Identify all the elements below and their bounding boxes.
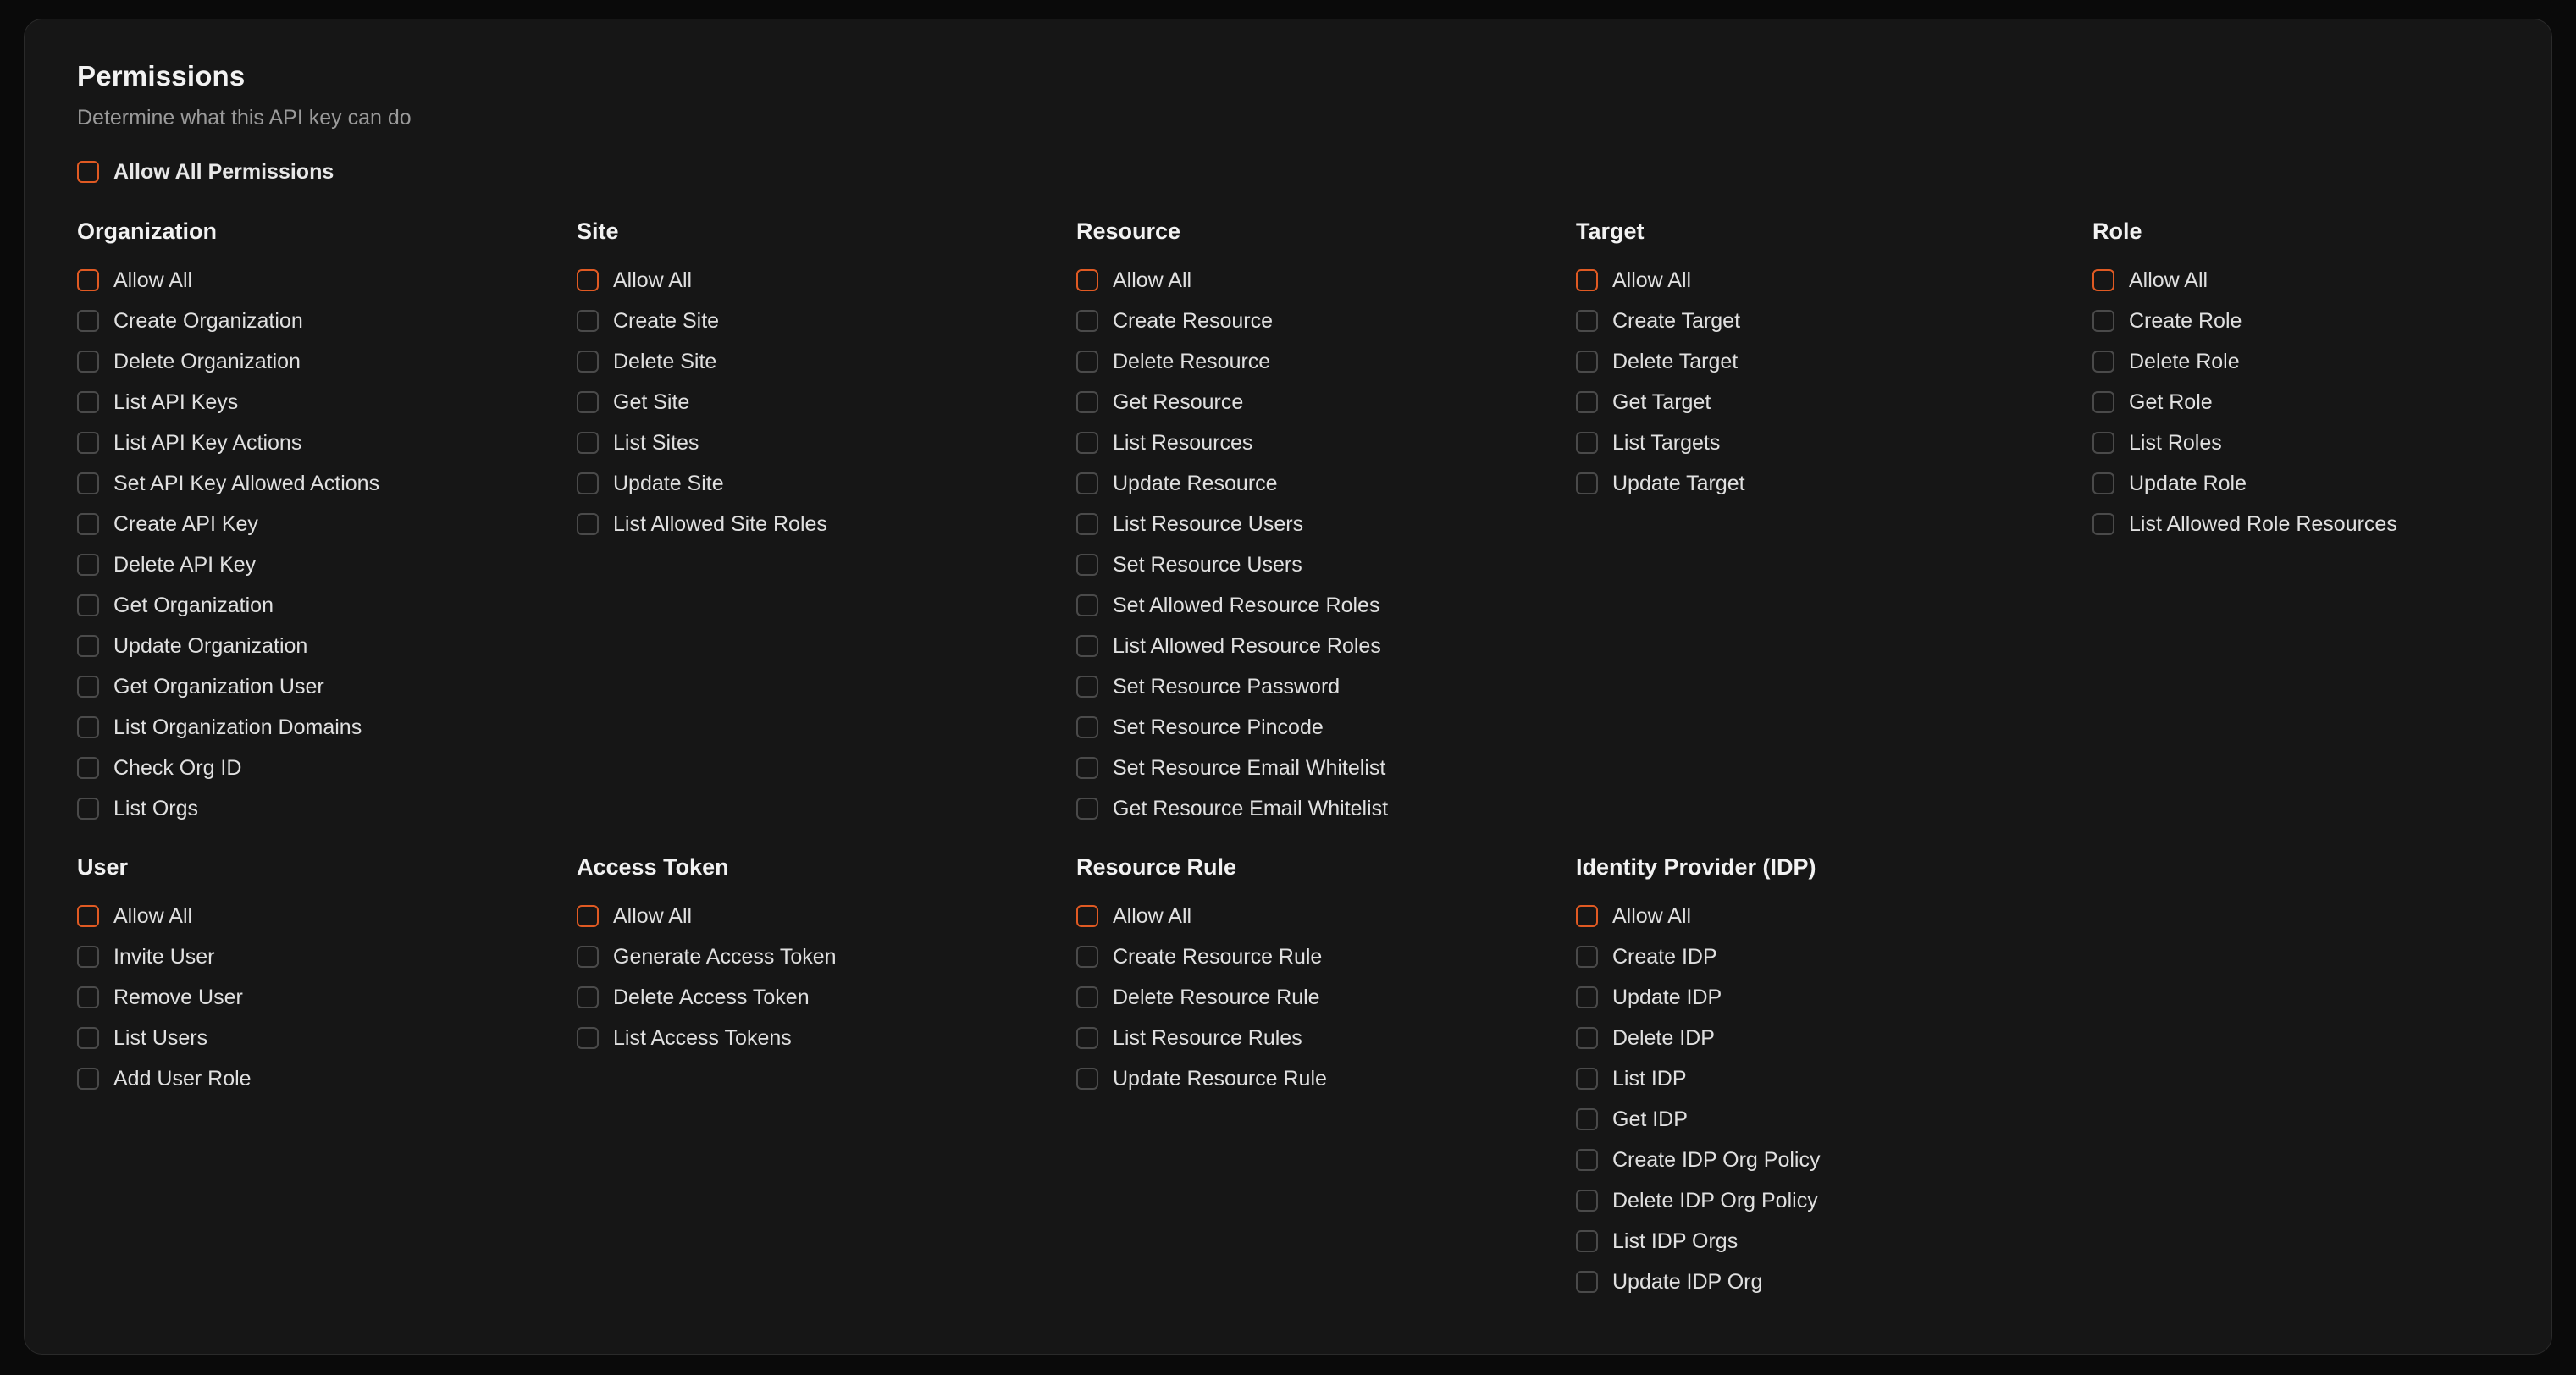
checkbox-icon[interactable] [77,391,99,413]
checkbox-icon[interactable] [577,269,599,291]
group-title: Resource Rule [1076,854,1237,880]
permission-label: Update IDP [1612,985,1722,1009]
permission-label: Update Target [1612,471,1745,495]
checkbox-icon[interactable] [1576,269,1598,291]
permission-group-access-token [577,854,1076,1302]
permission-label: Delete IDP [1612,1025,1715,1050]
permission-label: List API Keys [113,389,239,414]
checkbox-icon[interactable] [77,472,99,494]
checkbox-icon[interactable] [1576,1027,1598,1049]
checkbox-icon[interactable] [1576,1230,1598,1252]
permission-row-site-create-site[interactable] [577,301,1076,341]
checkbox-icon[interactable] [1076,513,1098,535]
permission-label: List Roles [2129,430,2222,455]
allow-all-permissions-label: Allow All Permissions [113,159,334,184]
checkbox-icon[interactable] [2092,391,2114,413]
group-title: Site [577,218,619,244]
permission-group-target [1576,218,2092,829]
permission-row-organization-create-api-key[interactable] [77,504,577,544]
permission-row-organization-update-organization[interactable] [77,626,577,666]
checkbox-icon[interactable] [1076,798,1098,820]
permission-label: Update IDP Org [1612,1269,1763,1294]
permission-label: Set Allowed Resource Roles [1113,593,1380,617]
permission-row-access-token-generate-access-token[interactable] [577,936,1076,977]
permission-group-resource-rule [1076,854,1576,1302]
permission-label: Delete IDP Org Policy [1612,1188,1818,1212]
checkbox-icon[interactable] [77,1027,99,1049]
permission-row-access-token-delete-access-token[interactable] [577,977,1076,1018]
checkbox-icon[interactable] [1076,946,1098,968]
permission-label: Add User Role [113,1066,252,1091]
permission-label: Check Org ID [113,755,242,780]
permission-label: Get Site [613,389,690,414]
permission-row-identity-provider-idp-create-idp[interactable] [1576,936,2092,977]
group-title: User [77,854,129,880]
permission-label: Delete Resource [1113,349,1271,373]
permission-row-role-update-role[interactable] [2092,463,2499,504]
permission-row-organization-get-organization-user[interactable] [77,666,577,707]
group-title: Target [1576,218,1645,244]
permission-label: List Orgs [113,796,199,820]
permission-label: Allow All [1113,903,1192,928]
permission-row-user-add-user-role[interactable] [77,1058,577,1099]
permission-label: Update Resource [1113,471,1278,495]
permission-label: Update Resource Rule [1113,1066,1327,1091]
checkbox-icon[interactable] [1076,905,1098,927]
permission-label: Get Organization [113,593,274,617]
permission-label: Create Site [613,308,720,333]
permission-label: Create IDP [1612,944,1717,969]
checkbox-icon[interactable] [2092,269,2114,291]
permission-label: Set Resource Pincode [1113,715,1324,739]
checkbox-icon[interactable] [1076,351,1098,373]
permission-label: Allow All [613,268,693,292]
checkbox-icon[interactable] [1576,1149,1598,1171]
permission-label: List Allowed Role Resources [2129,511,2397,536]
permission-row-resource-rule-update-resource-rule[interactable] [1076,1058,1576,1099]
checkbox-icon[interactable] [2092,310,2114,332]
permission-label: List Resource Rules [1113,1025,1302,1050]
permission-label: Update Role [2129,471,2247,495]
permission-row-resource-rule-create-resource-rule[interactable] [1076,936,1576,977]
permission-label: Delete API Key [113,552,257,577]
checkbox-icon[interactable] [2092,513,2114,535]
permission-row-resource-set-resource-users[interactable] [1076,544,1576,585]
checkbox-icon[interactable] [577,432,599,454]
permission-row-organization-delete-api-key[interactable] [77,544,577,585]
permission-row-resource-set-allowed-resource-roles[interactable] [1076,585,1576,626]
permission-row-site-delete-site[interactable] [577,341,1076,382]
permission-row-organization-list-api-keys[interactable] [77,382,577,422]
checkbox-icon[interactable] [577,391,599,413]
permission-row-user-invite-user[interactable] [77,936,577,977]
checkbox-icon[interactable] [577,351,599,373]
permission-row-resource-update-resource[interactable] [1076,463,1576,504]
permission-row-organization-set-api-key-allowed-actions[interactable] [77,463,577,504]
checkbox-icon[interactable] [1576,391,1598,413]
checkbox-icon[interactable] [1076,310,1098,332]
checkbox-icon[interactable] [1576,432,1598,454]
permission-label: Delete Target [1612,349,1739,373]
permission-row-resource-allow-all[interactable] [1076,260,1576,301]
checkbox-icon[interactable] [2092,351,2114,373]
checkbox-icon[interactable] [577,905,599,927]
permission-row-resource-delete-resource[interactable] [1076,341,1576,382]
permission-label: Set Resource Users [1113,552,1302,577]
group-title: Organization [77,218,218,244]
checkbox-icon[interactable] [577,1027,599,1049]
permission-row-organization-create-organization[interactable] [77,301,577,341]
checkbox-icon[interactable] [1576,351,1598,373]
permission-row-access-token-list-access-tokens[interactable] [577,1018,1076,1058]
permission-row-target-delete-target[interactable] [1576,341,2092,382]
permission-label: Allow All [113,268,193,292]
checkbox-icon[interactable] [2092,472,2114,494]
permission-row-identity-provider-idp-list-idp-orgs[interactable] [1576,1221,2092,1262]
permission-label: Create Target [1612,308,1741,333]
permission-label: Get Role [2129,389,2213,414]
permission-label: Allow All [2129,268,2208,292]
checkbox-icon[interactable] [1076,391,1098,413]
permission-label: Remove User [113,985,243,1009]
checkbox-icon[interactable] [77,432,99,454]
permission-row-identity-provider-idp-update-idp-org[interactable] [1576,1262,2092,1302]
permission-label: List Users [113,1025,208,1050]
permission-label: Set Resource Email Whitelist [1113,755,1386,780]
permission-row-organization-allow-all[interactable] [77,260,577,301]
checkbox-icon[interactable] [77,757,99,779]
permission-group-resource [1076,218,1576,829]
permission-label: Create Resource Rule [1113,944,1323,969]
checkbox-icon[interactable] [77,161,99,183]
page-subtitle: Determine what this API key can do [77,106,412,130]
permission-groups-row-2 [77,854,2499,1302]
permission-group-identity-provider-idp [1576,854,2092,1302]
checkbox-icon[interactable] [77,716,99,738]
checkbox-icon[interactable] [1076,757,1098,779]
permission-label: Get Resource Email Whitelist [1113,796,1389,820]
permission-label: Get Target [1612,389,1711,414]
permission-label: List IDP [1612,1066,1687,1091]
permission-label: Get Organization User [113,674,324,699]
group-title: Resource [1076,218,1181,244]
permission-row-organization-get-organization[interactable] [77,585,577,626]
permission-label: List Sites [613,430,699,455]
permission-row-target-allow-all[interactable] [1576,260,2092,301]
permissions-card [24,19,2552,1355]
checkbox-icon[interactable] [77,513,99,535]
permission-label: Allow All [113,903,193,928]
permission-row-identity-provider-idp-allow-all[interactable] [1576,896,2092,936]
checkbox-icon[interactable] [577,986,599,1008]
permission-label: Allow All [1612,268,1692,292]
permission-row-access-token-allow-all[interactable] [577,896,1076,936]
permission-group-organization [77,218,577,829]
permission-label: Update Site [613,471,724,495]
checkbox-icon[interactable] [1576,1190,1598,1212]
permission-row-user-list-users[interactable] [77,1018,577,1058]
checkbox-icon[interactable] [1576,472,1598,494]
checkbox-icon[interactable] [77,676,99,698]
permission-row-resource-get-resource[interactable] [1076,382,1576,422]
checkbox-icon[interactable] [77,635,99,657]
checkbox-icon[interactable] [1576,1108,1598,1130]
permission-row-role-list-roles[interactable] [2092,422,2499,463]
permission-label: Create Role [2129,308,2242,333]
permission-label: Update Organization [113,633,308,658]
permission-row-resource-list-resource-users[interactable] [1076,504,1576,544]
permission-row-role-list-allowed-role-resources[interactable] [2092,504,2499,544]
checkbox-icon[interactable] [1576,1068,1598,1090]
permission-label: Delete Resource Rule [1113,985,1320,1009]
permission-label: Create Resource [1113,308,1273,333]
page-title: Permissions [77,60,246,91]
permission-label: Allow All [613,903,693,928]
permission-label: Set API Key Allowed Actions [113,471,380,495]
permission-label: Create IDP Org Policy [1612,1147,1821,1172]
permission-label: Delete Organization [113,349,301,373]
checkbox-icon[interactable] [577,513,599,535]
permission-row-target-update-target[interactable] [1576,463,2092,504]
checkbox-icon[interactable] [77,798,99,820]
permission-groups-row-1 [77,218,2499,829]
checkbox-icon[interactable] [1576,946,1598,968]
checkbox-icon[interactable] [1076,432,1098,454]
permission-row-organization-check-org-id[interactable] [77,748,577,788]
permission-label: Generate Access Token [613,944,837,969]
permission-row-identity-provider-idp-list-idp[interactable] [1576,1058,2092,1099]
checkbox-icon[interactable] [77,946,99,968]
allow-all-permissions-row[interactable] [77,161,2499,183]
permission-row-organization-list-organization-domains[interactable] [77,707,577,748]
checkbox-icon[interactable] [1576,310,1598,332]
checkbox-icon[interactable] [1076,554,1098,576]
permission-row-resource-set-resource-email-whitelist[interactable] [1076,748,1576,788]
permission-row-role-delete-role[interactable] [2092,341,2499,382]
checkbox-icon[interactable] [1076,472,1098,494]
permission-row-role-get-role[interactable] [2092,382,2499,422]
checkbox-icon[interactable] [1076,594,1098,616]
checkbox-icon[interactable] [577,472,599,494]
permission-row-site-list-sites[interactable] [577,422,1076,463]
permission-label: Create Organization [113,308,303,333]
permission-row-target-list-targets[interactable] [1576,422,2092,463]
permission-label: List Organization Domains [113,715,362,739]
permission-row-site-allow-all[interactable] [577,260,1076,301]
permission-group-user [77,854,577,1302]
permission-row-resource-rule-allow-all[interactable] [1076,896,1576,936]
checkbox-icon[interactable] [1076,676,1098,698]
group-title: Identity Provider (IDP) [1576,854,1816,880]
permission-row-resource-set-resource-password[interactable] [1076,666,1576,707]
permission-label: Delete Role [2129,349,2240,373]
checkbox-icon[interactable] [77,594,99,616]
permission-label: Allow All [1612,903,1692,928]
permission-label: List IDP Orgs [1612,1229,1739,1253]
permission-row-user-remove-user[interactable] [77,977,577,1018]
checkbox-icon[interactable] [2092,432,2114,454]
permission-label: Allow All [1113,268,1192,292]
permission-label: Delete Site [613,349,717,373]
permission-row-resource-set-resource-pincode[interactable] [1076,707,1576,748]
permission-row-organization-list-orgs[interactable] [77,788,577,829]
group-title: Role [2092,218,2142,244]
permission-row-site-update-site[interactable] [577,463,1076,504]
permission-row-target-create-target[interactable] [1576,301,2092,341]
permission-row-identity-provider-idp-get-idp[interactable] [1576,1099,2092,1140]
checkbox-icon[interactable] [77,986,99,1008]
permission-label: Delete Access Token [613,985,810,1009]
permission-label: Get Resource [1113,389,1244,414]
checkbox-icon[interactable] [1076,1027,1098,1049]
checkbox-icon[interactable] [1076,269,1098,291]
permission-group-role [2092,218,2499,829]
checkbox-icon[interactable] [1576,1271,1598,1293]
checkbox-icon[interactable] [577,946,599,968]
checkbox-icon[interactable] [1576,905,1598,927]
permission-row-role-create-role[interactable] [2092,301,2499,341]
permission-group-site [577,218,1076,829]
checkbox-icon[interactable] [77,269,99,291]
permission-row-resource-get-resource-email-whitelist[interactable] [1076,788,1576,829]
permission-row-identity-provider-idp-delete-idp-org-policy[interactable] [1576,1180,2092,1221]
permission-label: List API Key Actions [113,430,302,455]
permission-row-role-allow-all[interactable] [2092,260,2499,301]
checkbox-icon[interactable] [77,310,99,332]
permission-label: Create API Key [113,511,258,536]
checkbox-icon[interactable] [1076,986,1098,1008]
checkbox-icon[interactable] [577,310,599,332]
permission-label: List Access Tokens [613,1025,792,1050]
permission-row-resource-rule-delete-resource-rule[interactable] [1076,977,1576,1018]
checkbox-icon[interactable] [77,554,99,576]
permission-row-resource-list-resources[interactable] [1076,422,1576,463]
permission-label: Set Resource Password [1113,674,1341,699]
permission-row-identity-provider-idp-delete-idp[interactable] [1576,1018,2092,1058]
checkbox-icon[interactable] [77,1068,99,1090]
checkbox-icon[interactable] [77,905,99,927]
permission-label: Get IDP [1612,1107,1688,1131]
checkbox-icon[interactable] [1076,635,1098,657]
permission-row-organization-list-api-key-actions[interactable] [77,422,577,463]
permission-label: List Resources [1113,430,1253,455]
permission-row-resource-rule-list-resource-rules[interactable] [1076,1018,1576,1058]
checkbox-icon[interactable] [77,351,99,373]
permission-label: Invite User [113,944,215,969]
checkbox-icon[interactable] [1076,1068,1098,1090]
permission-label: List Allowed Resource Roles [1113,633,1381,658]
permission-row-identity-provider-idp-create-idp-org-policy[interactable] [1576,1140,2092,1180]
permission-label: List Allowed Site Roles [613,511,827,536]
permission-label: List Resource Users [1113,511,1304,536]
permission-row-resource-create-resource[interactable] [1076,301,1576,341]
permission-row-identity-provider-idp-update-idp[interactable] [1576,977,2092,1018]
permission-row-user-allow-all[interactable] [77,896,577,936]
permission-row-site-list-allowed-site-roles[interactable] [577,504,1076,544]
permission-row-resource-list-allowed-resource-roles[interactable] [1076,626,1576,666]
permission-row-organization-delete-organization[interactable] [77,341,577,382]
group-title: Access Token [577,854,729,880]
permission-row-site-get-site[interactable] [577,382,1076,422]
permission-label: List Targets [1612,430,1721,455]
checkbox-icon[interactable] [1076,716,1098,738]
checkbox-icon[interactable] [1576,986,1598,1008]
permission-row-target-get-target[interactable] [1576,382,2092,422]
